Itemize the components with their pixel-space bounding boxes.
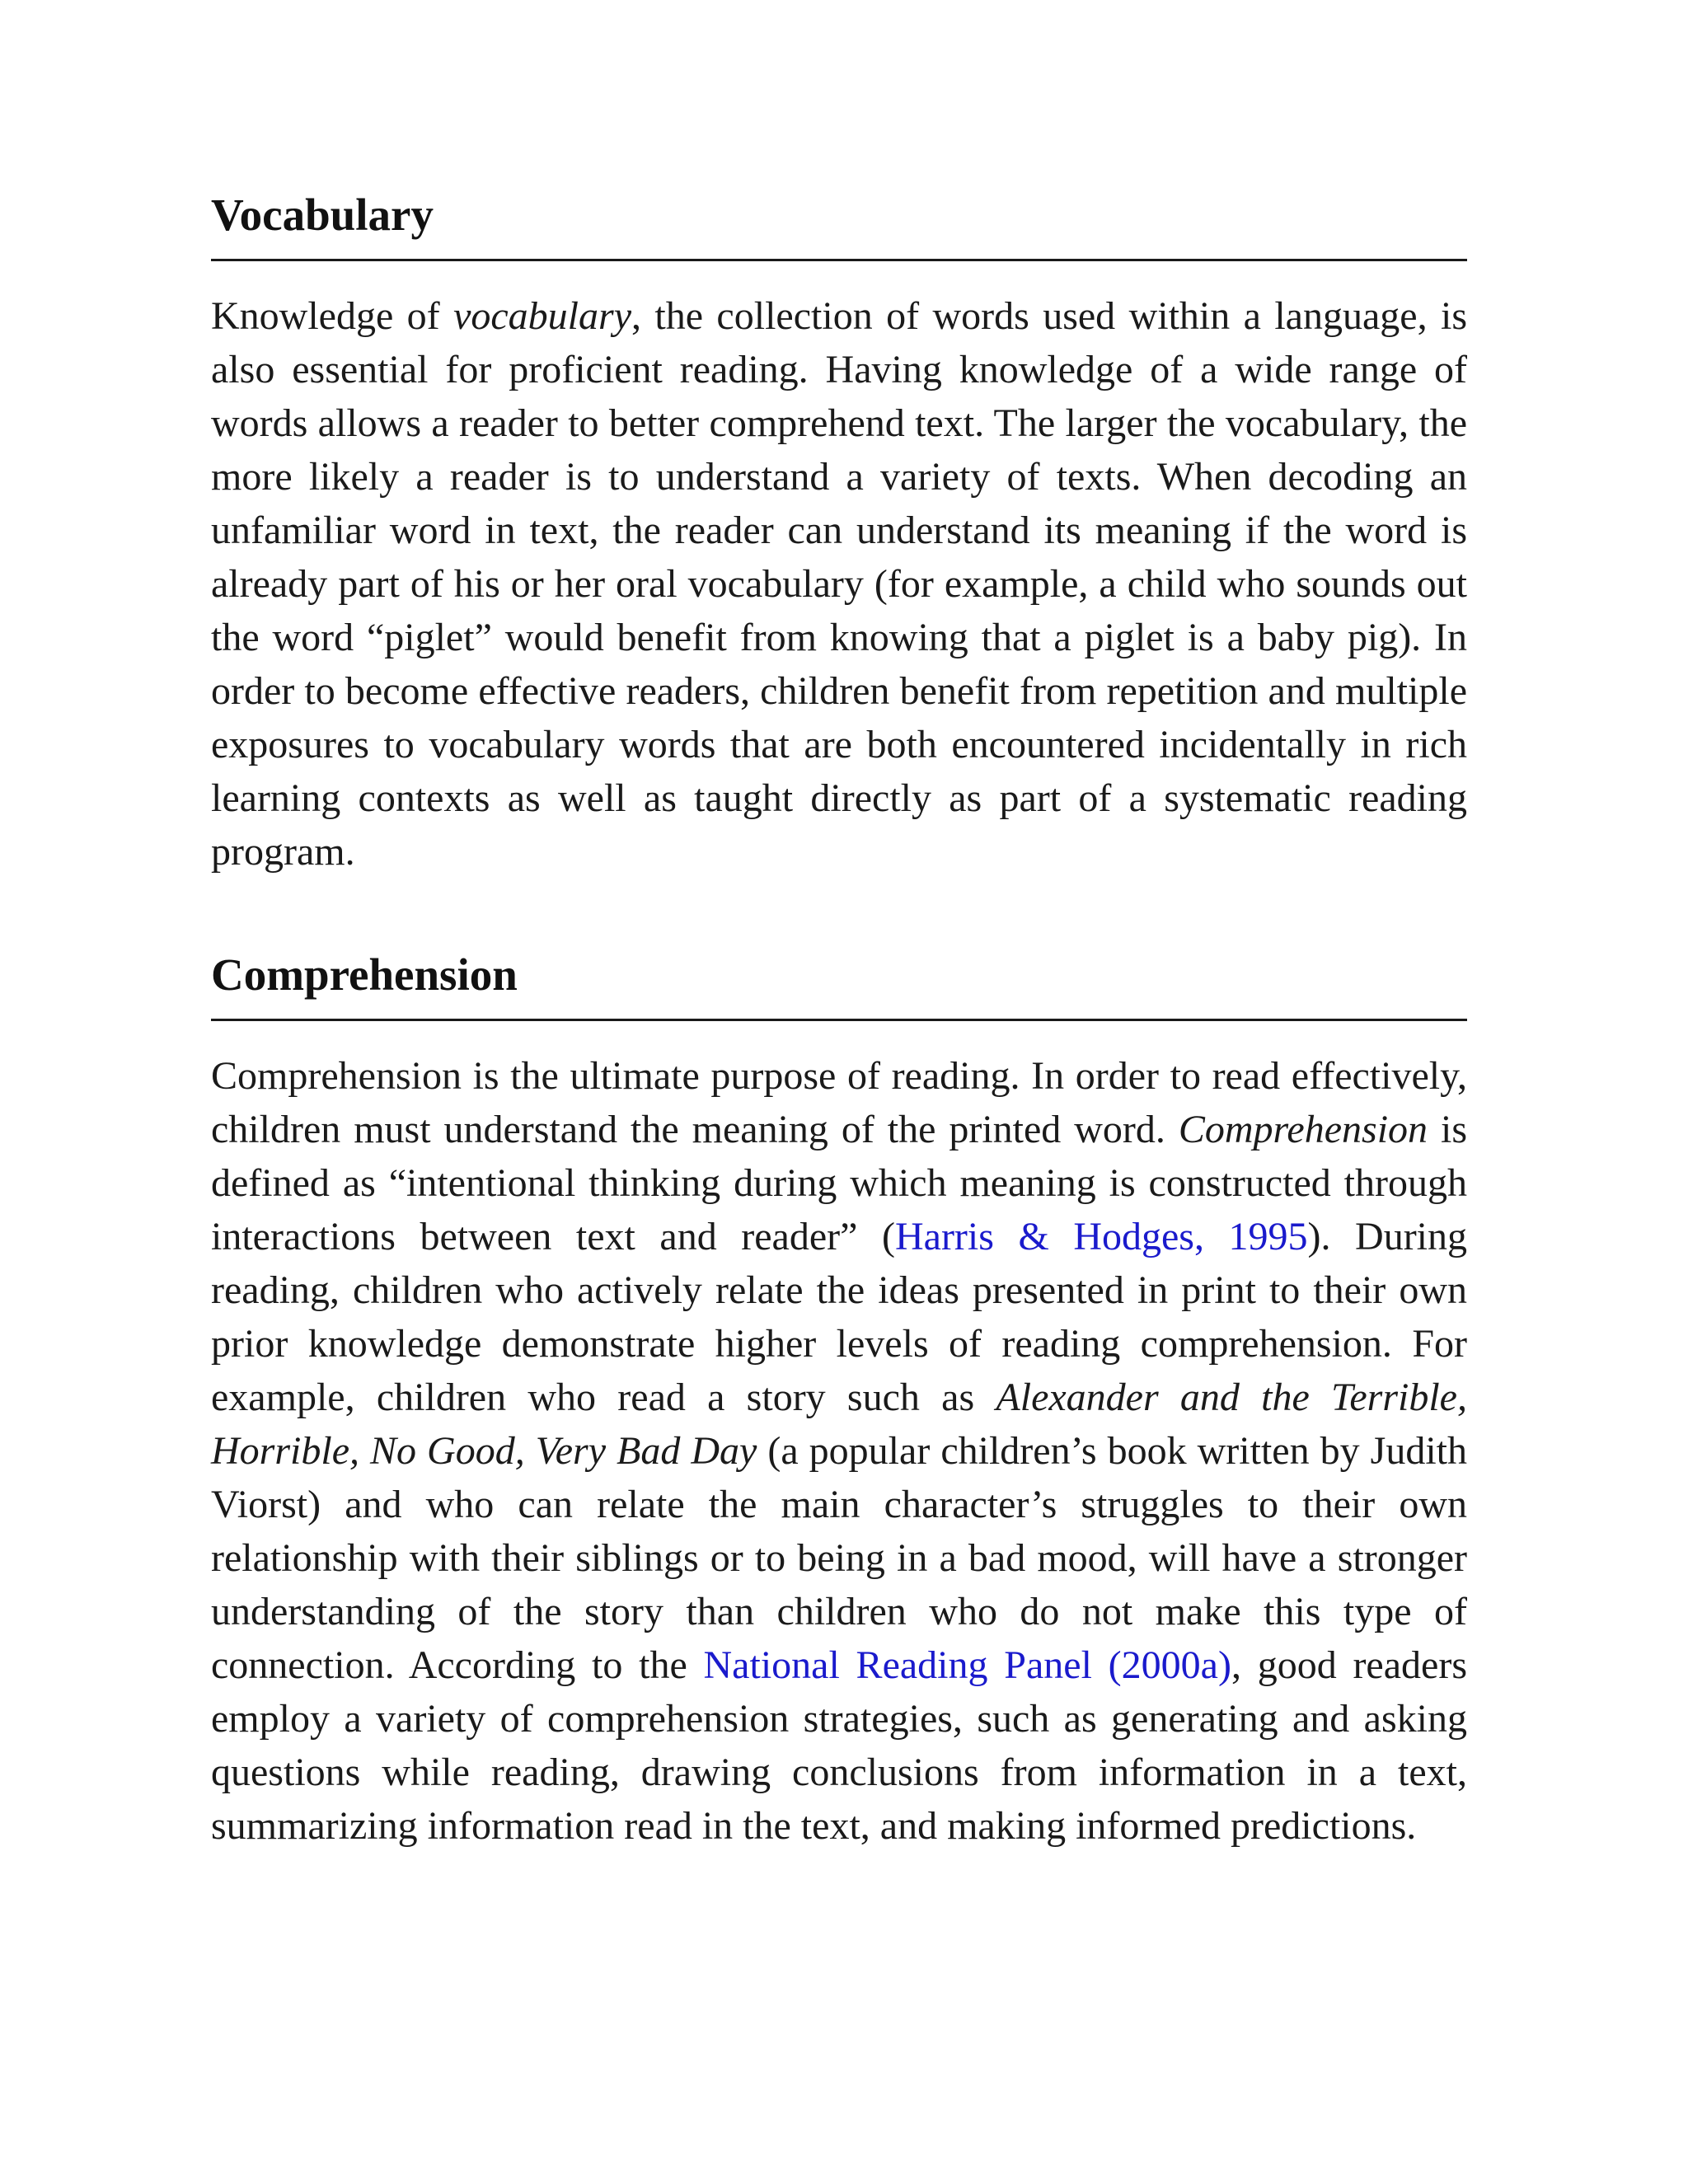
comprehension-text-a: Comprehension is the ultimate purpose of reading. In order to read effectively, children must understand the meaning of the printed word. [211,1054,1467,1151]
comprehension-heading: Comprehension [211,949,518,1000]
vocabulary-term: vocabulary [453,294,631,338]
comprehension-text-b: is defined as “intentional thinking during which meaning is constructed through interactions between text and reader” ( [211,1108,1468,1258]
vocabulary-text-a: Knowledge of [211,294,454,338]
comprehension-heading-rule [211,1019,1467,1021]
vocabulary-heading-rule [211,259,1467,261]
citation-link-national-reading-panel[interactable]: National Reading Panel (2000a) [703,1643,1231,1687]
comprehension-section [211,948,1467,1853]
document-page [211,188,1467,1853]
vocabulary-heading: Vocabulary [211,190,434,240]
vocabulary-text-b: , the collection of words used within a language, is also essential for proficient reading. Having knowledge of a wide range of words allows a reader to better comprehend text. The larger the vocabulary, the more likely a reader is to understand a variety of texts. When decoding an unfamiliar word in text, the reader can understand its meaning if the word is already part of his or her oral vocabulary (for example, a child who sounds out the word “piglet” would benefit from knowing that a piglet is a baby pig). In order to become effective readers, children benefit from repetition and multiple exposures to vocabulary words that are both encountered incidentally in rich learning contexts as well as taught directly as part of a systematic reading program. [211,294,1468,874]
vocabulary-section [211,188,1467,879]
comprehension-text-c: ). During reading, children who actively relate the ideas presented in print to their own prior knowledge demonstrate higher levels of reading comprehension. For example, children who read a story such as [211,1215,1468,1419]
citation-link-harris-hodges[interactable]: Harris & Hodges, 1995 [894,1215,1308,1258]
book-title: Alexander and the Terrible, Horrible, No Good, Very Bad Day [211,1376,1467,1473]
comprehension-text-d: (a popular children’s book written by Judith Viorst) and who can relate the main character’s struggles to their own relationship with their siblings or to being in a bad mood, will have a stronger understanding of the story than children who do not make this type of connection. According to the [211,1429,1467,1687]
comprehension-paragraph [211,1049,1467,1853]
vocabulary-paragraph [211,289,1467,879]
comprehension-text-e: , good readers employ a variety of comprehension strategies, such as generating and asking questions while reading, drawing conclusions from information in a text, summarizing information read in the text, and making informed predictions. [211,1643,1468,1848]
comprehension-term: Comprehension [1178,1108,1428,1151]
